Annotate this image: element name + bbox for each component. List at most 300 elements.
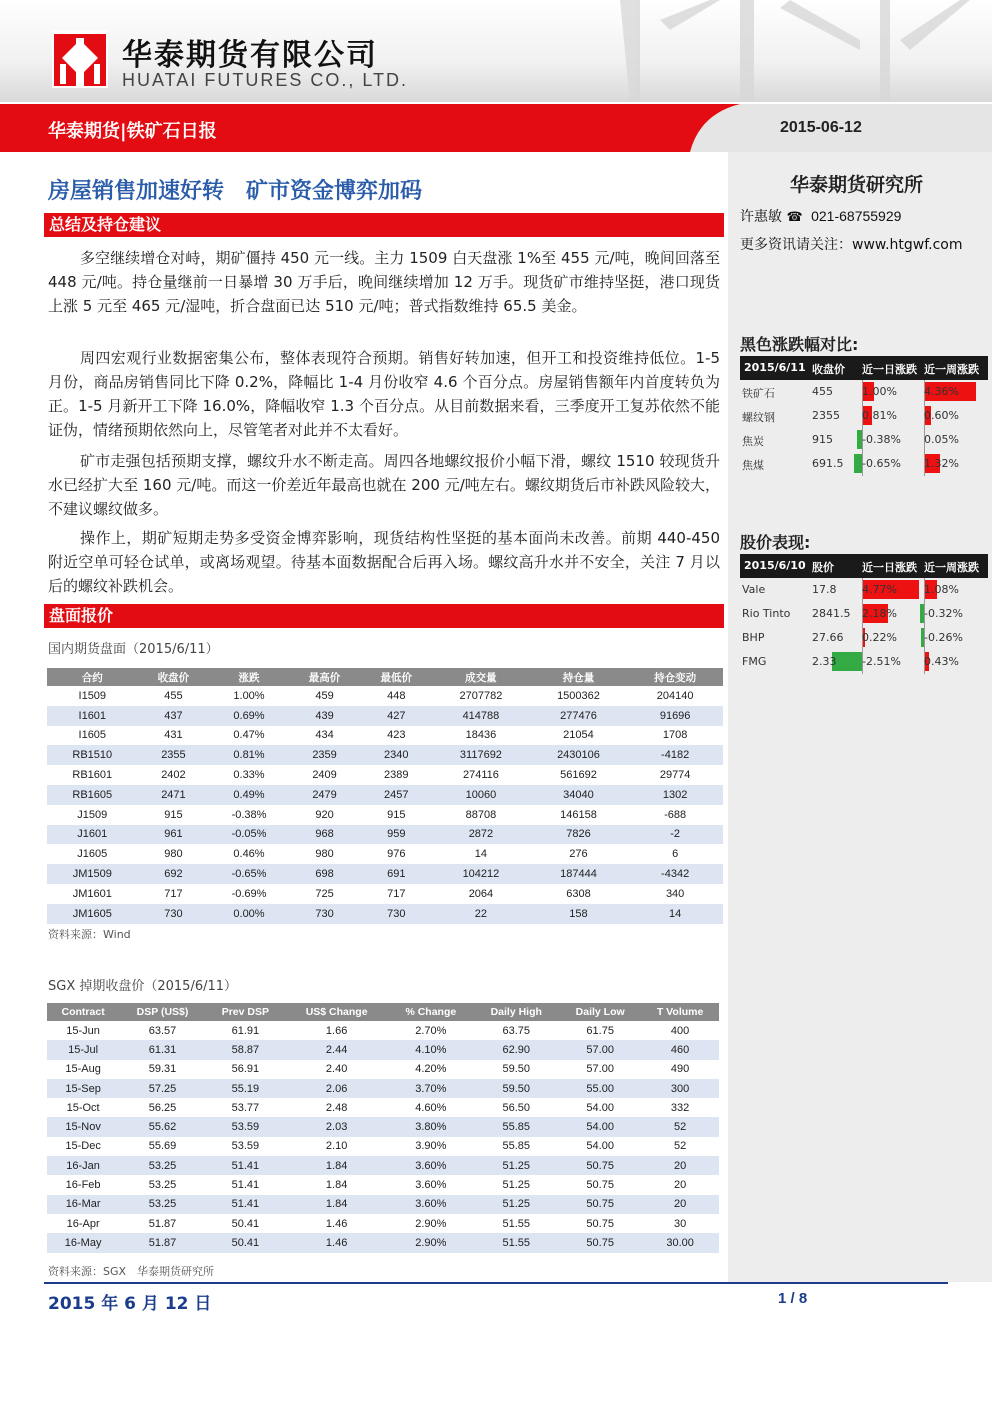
- table-cell: 16-May: [47, 1233, 119, 1252]
- table-cell: 277476: [530, 706, 628, 726]
- table-cell: 6308: [566, 887, 591, 900]
- table-cell: 16-Jan: [47, 1156, 119, 1175]
- side-cell-d1: -0.65%: [862, 457, 901, 470]
- table-cell: J1509: [77, 808, 108, 821]
- table-cell: 57.00: [559, 1040, 641, 1059]
- table-cell: 21054: [563, 729, 594, 742]
- black-compare-title: 黑色涨跌幅对比:: [740, 335, 859, 354]
- side-column-header: 2015/6/11: [744, 361, 806, 374]
- side-cell-name: 焦炭: [742, 435, 764, 448]
- table-cell: 50.41: [206, 1233, 285, 1252]
- table-cell: 59.50: [473, 1079, 559, 1098]
- side-cell-d1: 1.00%: [862, 385, 897, 398]
- table-cell: 414788: [432, 706, 530, 726]
- contact-phone: 021-68755929: [811, 208, 902, 224]
- table-cell: 3117692: [432, 745, 530, 765]
- table-cell: -2: [627, 825, 723, 845]
- table-cell: 961: [138, 825, 210, 845]
- table-cell: 51.25: [473, 1195, 559, 1214]
- table-cell: 88708: [465, 808, 497, 821]
- table-cell: 50.75: [586, 1179, 614, 1192]
- table-cell: 434: [315, 729, 334, 742]
- table-cell: 698: [289, 864, 361, 884]
- table-cell: 53.25: [119, 1156, 206, 1175]
- table-cell: 91696: [627, 706, 723, 726]
- page-header: [0, 0, 992, 102]
- table-row: [47, 844, 723, 864]
- table-cell: 920: [315, 808, 334, 821]
- table-cell: 0.47%: [233, 729, 265, 742]
- table-cell: 439: [289, 706, 361, 726]
- column-header: T Volume: [641, 1003, 719, 1021]
- table-row: [47, 1098, 719, 1117]
- table-cell: I1605: [78, 729, 107, 742]
- paragraph-2: 周四宏观行业数据密集公布，整体表现符合预期。销售好转加速，但开工和投资维持低位。1-5 月份，商品房销售同比下降 0.2%，降幅比 1-4 月份收窄 4.6 个百分点。房屋销售额年内首度转负为正。1-5 月新开工下降 16.0%，降幅收窄 1.3 个百分点。从目前数据来看，三季度开工复苏依然不能证伪，情绪预期依然向上，尽管笔者对此并不太看好。: [48, 349, 720, 439]
- side-cell-w1: 4.36%: [924, 385, 959, 398]
- table-cell: 2389: [384, 769, 409, 782]
- table-cell: 0.81%: [209, 745, 288, 765]
- table-cell: 18436: [465, 729, 497, 742]
- column-header: US$ Change: [285, 1003, 388, 1021]
- table-cell: 54.00: [559, 1117, 641, 1136]
- table-cell: 3.90%: [415, 1140, 447, 1153]
- side-cell-name: 焦煤: [742, 459, 764, 472]
- table-cell: 691: [360, 864, 432, 884]
- table1-source: 资料来源：Wind: [48, 928, 131, 941]
- table-cell: 3.70%: [388, 1079, 473, 1098]
- table-cell: 730: [289, 904, 361, 924]
- table-cell: 0.49%: [209, 785, 288, 805]
- side-cell-d1: 2.18%: [862, 607, 897, 620]
- table-cell: 2479: [289, 785, 361, 805]
- side-column-header: 股价: [812, 561, 834, 574]
- table-cell: 158: [530, 904, 628, 924]
- table-cell: 730: [360, 904, 432, 924]
- table-cell: 50.75: [559, 1195, 641, 1214]
- paragraph-1: 多空继续增仓对峙，期矿僵持 450 元一线。主力 1509 白天盘涨 1%至 455 元/吨，晚间回落至 448 元/吨。持仓量继前一日暴增 30 万手后，晚间继续增加 12 万手。现货矿市维持坚挺，港口现货上涨 5 元至 465 元/湿吨，折合盘面已达 510 元/吨；普式指数维持 65.5 美金。: [48, 249, 720, 315]
- table-cell: J1601: [47, 825, 138, 845]
- table-row: [47, 825, 723, 845]
- table-cell: 61.91: [231, 1024, 260, 1037]
- table-cell: I1601: [47, 706, 138, 726]
- side-column-header: 近一周涨跌: [924, 363, 979, 376]
- table-cell: 51.25: [473, 1156, 559, 1175]
- table-cell: 1.66: [325, 1024, 348, 1037]
- table-row: [47, 1079, 719, 1098]
- table-cell: 340: [665, 887, 685, 900]
- table-cell: 2.03: [285, 1117, 388, 1136]
- table-cell: 16-Apr: [66, 1217, 100, 1230]
- company-name-cn: 华泰期货有限公司: [122, 38, 378, 73]
- table2-source: 资料来源：SGX 华泰期货研究所: [48, 1265, 215, 1278]
- table-row: [47, 1175, 719, 1194]
- page-number: 1 / 8: [778, 1290, 808, 1307]
- side-cell-w1: -0.26%: [924, 631, 963, 644]
- table-cell: 15-Oct: [66, 1101, 100, 1114]
- table-cell: 56.91: [231, 1063, 260, 1076]
- side-table-header: [740, 554, 988, 578]
- table-cell: -4182: [627, 745, 723, 765]
- table-cell: 460: [641, 1040, 719, 1059]
- table-cell: 50.75: [559, 1233, 641, 1252]
- table-cell: 51.87: [119, 1233, 206, 1252]
- side-cell-w1: -0.32%: [924, 607, 963, 620]
- table-cell: 2402: [161, 769, 186, 782]
- side-cell-close: 691.5: [812, 457, 844, 470]
- table-row: [47, 785, 723, 805]
- table-row: [47, 904, 723, 924]
- table-cell: 63.75: [502, 1024, 530, 1037]
- side-cell-w1: 1.08%: [924, 583, 959, 596]
- table-row: [47, 805, 723, 825]
- sgx-swap-table: [47, 1003, 719, 1253]
- table-cell: 431: [164, 729, 183, 742]
- table-cell: 692: [138, 864, 210, 884]
- table-cell: 7826: [530, 825, 628, 845]
- table-cell: 54.00: [586, 1101, 614, 1114]
- column-header: 收盘价: [138, 668, 210, 686]
- table-cell: 2409: [312, 769, 337, 782]
- table-cell: 490: [670, 1063, 690, 1076]
- table-cell: 30: [673, 1217, 687, 1230]
- side-cell-d1: -2.51%: [862, 655, 901, 668]
- side-table-row: [740, 626, 988, 650]
- table-cell: -4342: [627, 864, 723, 884]
- table-cell: 29774: [659, 769, 691, 782]
- black-compare-table: [740, 356, 988, 476]
- column-header: Prev DSP: [206, 1003, 285, 1021]
- side-cell-name: FMG: [742, 655, 767, 668]
- side-cell-close: 27.66: [812, 631, 844, 644]
- side-cell-close: 2355: [812, 409, 840, 422]
- table-cell: 20: [673, 1179, 687, 1192]
- table-cell: 2.48: [325, 1101, 348, 1114]
- table-cell: 0.00%: [209, 904, 288, 924]
- table-cell: 0.69%: [209, 706, 288, 726]
- footer-date: 2015 年 6 月 12 日: [48, 1294, 212, 1314]
- side-column-header: 近一周涨跌: [924, 561, 979, 574]
- table-cell: -0.05%: [209, 825, 288, 845]
- side-table-row: [740, 404, 988, 428]
- table-cell: 14: [474, 848, 488, 861]
- table-row: [47, 765, 723, 785]
- table-cell: 51.41: [231, 1179, 260, 1192]
- company-name-en: HUATAI FUTURES CO., LTD.: [122, 70, 409, 90]
- table-cell: 51.55: [502, 1217, 530, 1230]
- table-cell: 980: [164, 848, 183, 861]
- table-cell: 15-Sep: [47, 1079, 119, 1098]
- domestic-futures-table: [47, 668, 723, 924]
- column-header: 持仓量: [530, 668, 628, 686]
- table-cell: 16-Mar: [47, 1195, 119, 1214]
- table2-caption: SGX 掉期收盘价（2015/6/11）: [48, 979, 238, 994]
- table-cell: 459: [315, 689, 334, 702]
- table-cell: 2872: [432, 825, 530, 845]
- contact-line: [740, 206, 901, 226]
- side-column-header: 近一日涨跌: [862, 561, 917, 574]
- table-cell: 1.46: [285, 1233, 388, 1252]
- side-column-header: 2015/6/10: [744, 559, 806, 572]
- table-row: [47, 1060, 719, 1079]
- side-column-header: 近一日涨跌: [862, 363, 917, 376]
- table-cell: 57.00: [586, 1063, 614, 1076]
- table-cell: 20: [641, 1195, 719, 1214]
- table-cell: 146158: [560, 808, 597, 821]
- table-cell: 2359: [289, 745, 361, 765]
- table-row: [47, 686, 723, 706]
- table-cell: 455: [164, 689, 183, 702]
- side-column-header: 收盘价: [812, 363, 845, 376]
- table-cell: 2.70%: [415, 1024, 447, 1037]
- column-header: 持仓变动: [627, 668, 723, 686]
- table-cell: 15-Nov: [47, 1117, 119, 1136]
- table-cell: 2064: [468, 887, 494, 900]
- table-cell: -0.69%: [231, 887, 267, 900]
- table-row: [47, 1021, 719, 1040]
- table-cell: 968: [289, 825, 361, 845]
- table-cell: 717: [164, 887, 183, 900]
- table-cell: 300: [641, 1079, 719, 1098]
- table-cell: 1.84: [285, 1156, 388, 1175]
- table-cell: 57.25: [119, 1079, 206, 1098]
- table-cell: 4.60%: [415, 1101, 447, 1114]
- table-cell: 2.90%: [415, 1217, 447, 1230]
- table-cell: 915: [387, 808, 406, 821]
- paragraph-3: 矿市走强包括预期支撑，螺纹升水不断走高。周四各地螺纹报价小幅下滑，螺纹 1510 较现货升水已经扩大至 160 元/吨。而这一价差近年最高也就在 200 元/吨左右。螺纹期货后市补跌风险较大，不建议螺纹做多。: [48, 452, 720, 518]
- side-cell-name: Rio Tinto: [742, 607, 791, 620]
- stock-table: [740, 554, 988, 674]
- table-cell: 332: [670, 1101, 690, 1114]
- table-cell: 400: [670, 1024, 690, 1037]
- table-cell: 15-Jun: [66, 1024, 100, 1037]
- table-cell: 53.25: [119, 1195, 206, 1214]
- column-header: 合约: [47, 668, 138, 686]
- table-cell: 52: [673, 1140, 687, 1153]
- table-cell: 1708: [662, 729, 688, 742]
- table-cell: 915: [164, 808, 183, 821]
- table-cell: 976: [387, 848, 406, 861]
- side-cell-close: 915: [812, 433, 833, 446]
- table-cell: 15-Dec: [65, 1140, 101, 1153]
- side-cell-name: BHP: [742, 631, 765, 644]
- table-row: [47, 1233, 719, 1252]
- table-cell: 10060: [432, 785, 530, 805]
- table-cell: 53.77: [231, 1101, 260, 1114]
- table-cell: 55.00: [559, 1079, 641, 1098]
- table-cell: 3.60%: [388, 1195, 473, 1214]
- table-cell: JM1601: [72, 887, 112, 900]
- side-cell-w1: 0.05%: [924, 433, 959, 446]
- table-cell: 51.41: [206, 1156, 285, 1175]
- table-cell: 50.41: [231, 1217, 260, 1230]
- table-cell: 22: [432, 904, 530, 924]
- table-cell: 427: [360, 706, 432, 726]
- table-cell: 104212: [432, 864, 530, 884]
- table-row: [47, 1214, 719, 1233]
- side-cell-d1: -0.38%: [862, 433, 901, 446]
- table-cell: 56.50: [502, 1101, 530, 1114]
- table-cell: 52: [641, 1117, 719, 1136]
- side-cell-close: 2841.5: [812, 607, 851, 620]
- table-row: [47, 745, 723, 765]
- table-cell: 2457: [360, 785, 432, 805]
- phone-icon: ☎: [786, 210, 803, 225]
- side-table-header: [740, 356, 988, 380]
- table-row: [47, 1156, 719, 1175]
- table-row: [47, 884, 723, 904]
- side-table-row: [740, 578, 988, 602]
- table-cell: 55.69: [148, 1140, 177, 1153]
- decorative-pattern: [560, 0, 992, 102]
- table-cell: 14: [627, 904, 723, 924]
- table-cell: 725: [315, 887, 334, 900]
- table-cell: 16-Feb: [65, 1179, 101, 1192]
- table-row: [47, 1137, 719, 1156]
- table-cell: 204140: [656, 689, 694, 702]
- huatai-logo: [52, 30, 108, 88]
- side-cell-d1: 4.77%: [862, 583, 897, 596]
- side-table-row: [740, 428, 988, 452]
- side-table-row: [740, 602, 988, 626]
- column-header: Daily High: [473, 1003, 559, 1021]
- table-cell: 53.59: [231, 1140, 260, 1153]
- table-cell: 15-Jul: [47, 1040, 119, 1059]
- table-cell: 717: [387, 887, 406, 900]
- side-table-row: [740, 380, 988, 404]
- table-cell: 58.87: [206, 1040, 285, 1059]
- table-cell: 1302: [627, 785, 723, 805]
- contact-name: 许惠敏: [740, 209, 782, 225]
- page-title: 房屋销售加速好转 矿市资金博弈加码: [48, 179, 423, 204]
- table-row: [47, 1195, 719, 1214]
- table-cell: 56.25: [148, 1101, 177, 1114]
- table-cell: 2.44: [285, 1040, 388, 1059]
- column-header: % Change: [388, 1003, 473, 1021]
- table-cell: 959: [360, 825, 432, 845]
- section-quote-heading: 盘面报价: [44, 604, 724, 628]
- table-cell: 0.46%: [233, 848, 265, 861]
- side-cell-name: 铁矿石: [742, 387, 775, 400]
- table-cell: 3.60%: [415, 1179, 447, 1192]
- column-header: 成交量: [432, 668, 530, 686]
- table-row: [47, 864, 723, 884]
- table-cell: 20: [641, 1156, 719, 1175]
- more-info: 更多资讯请关注：www.htgwf.com: [740, 237, 963, 253]
- table-cell: J1605: [77, 848, 108, 861]
- table-cell: 2.06: [285, 1079, 388, 1098]
- institute-name: 华泰期货研究所: [790, 174, 924, 196]
- table-cell: 2.90%: [388, 1233, 473, 1252]
- table-cell: JM1605: [47, 904, 138, 924]
- table-cell: 2340: [360, 745, 432, 765]
- column-header: 涨跌: [209, 668, 288, 686]
- table-cell: 2430106: [530, 745, 628, 765]
- side-cell-d1: 0.81%: [862, 409, 897, 422]
- table-cell: 55.85: [473, 1117, 559, 1136]
- table-cell: 4.20%: [415, 1063, 447, 1076]
- side-table-row: [740, 650, 988, 674]
- table-cell: 59.50: [502, 1063, 530, 1076]
- table-cell: 6: [672, 848, 679, 861]
- table-cell: 0.33%: [233, 769, 265, 782]
- table-cell: 3.80%: [388, 1117, 473, 1136]
- table-cell: 2.10: [325, 1140, 348, 1153]
- table-cell: 59.31: [148, 1063, 177, 1076]
- table1-caption: 国内期货盘面（2015/6/11）: [48, 642, 219, 657]
- table-cell: 30.00: [641, 1233, 719, 1252]
- table-cell: 2471: [138, 785, 210, 805]
- table-cell: JM1509: [47, 864, 138, 884]
- table-cell: -0.38%: [231, 808, 267, 821]
- table-cell: 187444: [530, 864, 628, 884]
- side-cell-name: 螺纹钢: [742, 411, 775, 424]
- table-cell: 54.00: [586, 1140, 614, 1153]
- table-cell: 51.87: [148, 1217, 177, 1230]
- table-cell: 1.00%: [233, 689, 265, 702]
- table-cell: 3.60%: [388, 1156, 473, 1175]
- table-cell: 51.55: [473, 1233, 559, 1252]
- table-cell: 34040: [530, 785, 628, 805]
- table-cell: RB1601: [72, 769, 113, 782]
- side-cell-w1: 0.43%: [924, 655, 959, 668]
- section-summary-heading: 总结及持仓建议: [44, 213, 724, 237]
- column-header: 最高价: [289, 668, 361, 686]
- side-cell-close: 455: [812, 385, 833, 398]
- table-cell: 423: [387, 729, 406, 742]
- table-cell: 51.41: [206, 1195, 285, 1214]
- table-cell: 50.75: [586, 1217, 614, 1230]
- table-cell: -688: [664, 808, 687, 821]
- side-table-row: [740, 452, 988, 476]
- table-cell: 55.85: [502, 1140, 530, 1153]
- report-date: 2015-06-12: [780, 119, 862, 136]
- table-cell: 437: [138, 706, 210, 726]
- table-cell: 1.84: [285, 1195, 388, 1214]
- table-cell: 55.62: [119, 1117, 206, 1136]
- table-cell: 2707782: [459, 689, 503, 702]
- side-cell-d1: 0.22%: [862, 631, 897, 644]
- report-label: 华泰期货|铁矿石日报: [48, 121, 217, 142]
- table-cell: 274116: [462, 769, 499, 782]
- table-cell: 63.57: [148, 1024, 177, 1037]
- table-cell: RB1605: [47, 785, 138, 805]
- table-cell: 1.46: [325, 1217, 348, 1230]
- side-cell-w1: 1.32%: [924, 457, 959, 470]
- table-cell: 55.19: [206, 1079, 285, 1098]
- side-cell-name: Vale: [742, 583, 766, 596]
- table-cell: 4.10%: [388, 1040, 473, 1059]
- paragraph-4: 操作上，期矿短期走势多受资金博弈影响，现货结构性坚挺的基本面尚未改善。前期 440-450 附近空单可轻仓试单，或离场观望。待基本面数据配合后再入场。螺纹高升水并不安全，关注 7 月以后的螺纹补跌机会。: [48, 529, 720, 595]
- table-cell: 61.31: [119, 1040, 206, 1059]
- column-header: Contract: [47, 1003, 119, 1021]
- side-cell-w1: 0.60%: [924, 409, 959, 422]
- table-row: [47, 726, 723, 746]
- table-cell: 15-Aug: [65, 1063, 101, 1076]
- table-cell: 448: [387, 689, 406, 702]
- table-cell: RB1510: [47, 745, 138, 765]
- footer-line: [44, 1282, 948, 1284]
- table-row: [47, 1117, 719, 1136]
- table-cell: 50.75: [559, 1156, 641, 1175]
- table-row: [47, 706, 723, 726]
- column-header: Daily Low: [559, 1003, 641, 1021]
- table-row: [47, 1040, 719, 1059]
- table-cell: 1500362: [557, 689, 600, 702]
- table-cell: 53.25: [148, 1179, 177, 1192]
- table-cell: 2.40: [325, 1063, 348, 1076]
- sidebar: [728, 152, 992, 1282]
- table-cell: 276: [569, 848, 588, 861]
